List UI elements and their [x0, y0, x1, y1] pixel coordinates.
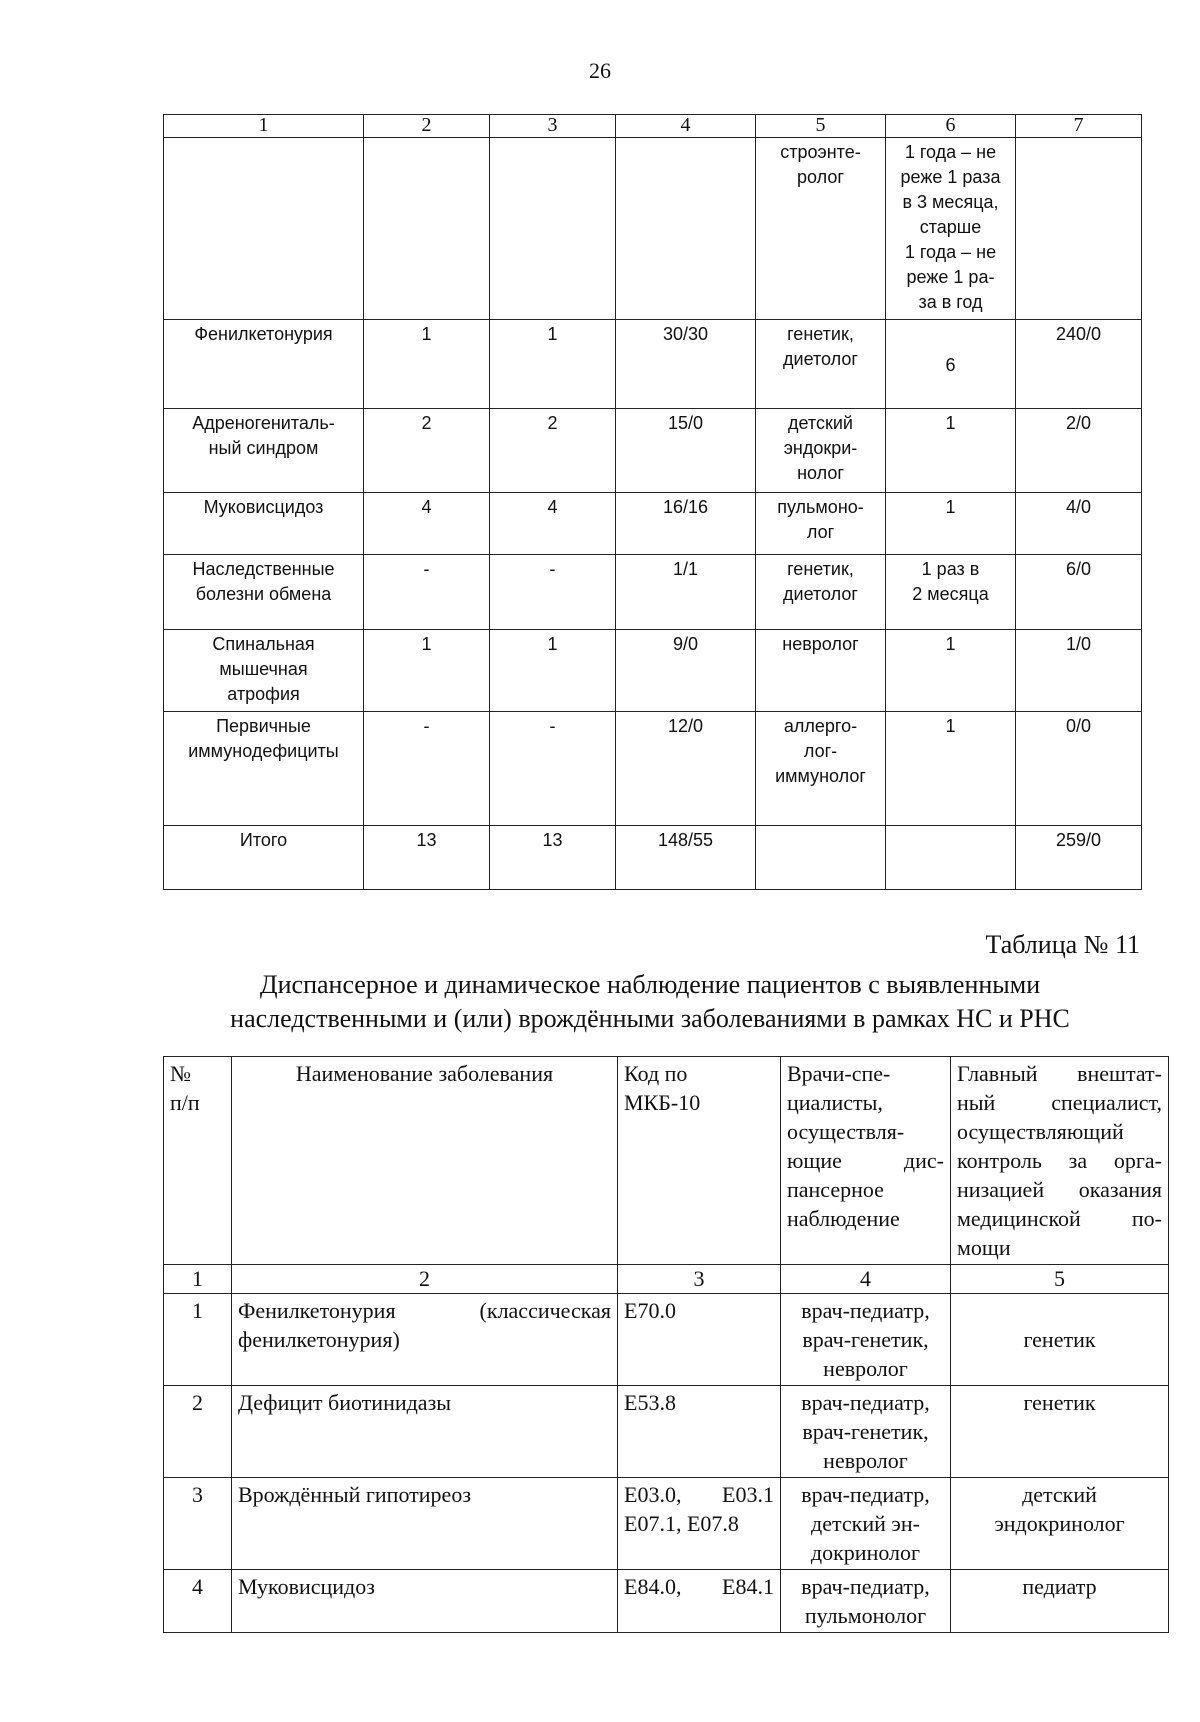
icd-code — [618, 1478, 781, 1570]
cell-line: 1 года – не — [904, 142, 997, 162]
cell-line: врач-генетик, — [802, 1327, 929, 1352]
cell-line: Наследственные — [192, 559, 335, 579]
cell: 13 — [490, 826, 616, 890]
cell-line: строэнте- — [780, 142, 861, 162]
cell-line: № — [170, 1061, 191, 1086]
header-disease-name: Наименование заболевания — [232, 1057, 618, 1265]
cell — [886, 826, 1016, 890]
row-number: 4 — [164, 1570, 232, 1633]
cell — [364, 138, 490, 320]
disease-name — [232, 1570, 618, 1633]
frequency-cell: 1 — [886, 712, 1016, 826]
column-number: 4 — [616, 115, 756, 138]
cell-line: Код по — [624, 1061, 688, 1086]
specialist-cell — [756, 409, 886, 493]
cell-line: Фенилкетонурия — [194, 324, 333, 344]
cell-line: п/п — [170, 1090, 200, 1115]
cell: 2 — [490, 409, 616, 493]
cell-line: эндокри- — [783, 438, 858, 458]
cell: 1 — [364, 630, 490, 712]
disease-name — [232, 1386, 618, 1478]
cell-line: диетолог — [783, 349, 858, 369]
cell: 1/0 — [1016, 630, 1142, 712]
cell-line: Фенилкетонурия (классическая — [238, 1298, 611, 1323]
doctors-list — [781, 1478, 951, 1570]
cell-line: пульмоно- — [777, 497, 864, 517]
total-row — [164, 826, 1142, 890]
table-row — [164, 1294, 1169, 1386]
table-caption — [160, 968, 1140, 1036]
cell-line: атрофия — [227, 684, 300, 704]
cell-line: за в год — [918, 292, 983, 312]
cell: - — [490, 712, 616, 826]
cell-line: врач-педиатр, — [801, 1574, 930, 1599]
cell-line: ющие дис- — [787, 1148, 944, 1173]
disease-cell — [164, 138, 364, 320]
table-row — [164, 409, 1142, 493]
cell: - — [490, 555, 616, 630]
table-row — [164, 555, 1142, 630]
cell: 1 — [490, 630, 616, 712]
cell-line: Муковисцидоз — [203, 497, 324, 517]
chief-specialist: генетик — [951, 1386, 1169, 1478]
cell-line: 2 месяца — [912, 584, 989, 604]
header-chief-specialist — [951, 1057, 1169, 1265]
cell-line: Главный внештат- — [957, 1061, 1162, 1086]
specialist-cell — [756, 493, 886, 555]
cell: 1 — [490, 320, 616, 409]
cell-line: мощи — [957, 1235, 1011, 1260]
column-number: 5 — [951, 1265, 1169, 1294]
cell-line: Врождённый гипотиреоз — [238, 1482, 472, 1507]
cell-line: ролог — [797, 167, 844, 187]
cell — [756, 826, 886, 890]
cell: 1/1 — [616, 555, 756, 630]
specialist-cell — [756, 320, 886, 409]
doctors-list — [781, 1294, 951, 1386]
cell: 16/16 — [616, 493, 756, 555]
cell: 15/0 — [616, 409, 756, 493]
cell-line: 1 года – не — [904, 242, 997, 262]
cell-line: мышечная — [219, 659, 308, 679]
table-row — [164, 138, 1142, 320]
screening-results-table — [163, 114, 1142, 890]
table-row — [164, 1570, 1169, 1633]
table-row — [164, 1386, 1169, 1478]
disease-cell — [164, 712, 364, 826]
cell-line: докринолог — [810, 1540, 921, 1565]
cell: 240/0 — [1016, 320, 1142, 409]
chief-specialist: педиатр — [951, 1570, 1169, 1633]
header-icd-code — [618, 1057, 781, 1265]
column-number-row — [164, 115, 1142, 138]
cell-line: реже 1 раза — [900, 167, 1001, 187]
cell-line: врач-педиатр, — [801, 1482, 930, 1507]
row-number: 1 — [164, 1294, 232, 1386]
cell-line: ный синдром — [208, 438, 319, 458]
cell-line: циалисты, — [787, 1090, 883, 1115]
cell-line: диетолог — [783, 584, 858, 604]
cell-line: генетик, — [787, 324, 854, 344]
frequency-cell: 6 — [886, 320, 1016, 409]
specialist-cell — [756, 138, 886, 320]
cell-line: 1 раз в — [921, 559, 980, 579]
table-label: Таблица № 11 — [985, 930, 1140, 959]
cell-line: Муковисцидоз — [238, 1574, 375, 1599]
column-number: 4 — [781, 1265, 951, 1294]
cell-line: осуществляющий — [957, 1119, 1124, 1144]
cell-line: старше — [919, 217, 982, 237]
cell-line: Дефицит биотинидазы — [238, 1390, 452, 1415]
dispensary-observation-table — [163, 1056, 1169, 1633]
caption-line: Диспансерное и динамическое наблюдение пациентов с выявленными — [259, 970, 1041, 999]
column-number: 3 — [618, 1265, 781, 1294]
cell-line: невролог — [782, 634, 859, 654]
row-number: 3 — [164, 1478, 232, 1570]
disease-cell — [164, 409, 364, 493]
cell-line: пансерное — [787, 1177, 884, 1202]
table-row — [164, 320, 1142, 409]
cell: 6/0 — [1016, 555, 1142, 630]
header-number — [164, 1057, 232, 1265]
cell-line: иммунодефициты — [188, 741, 339, 761]
column-number: 2 — [364, 115, 490, 138]
cell-line: Е03.0, Е03.1 — [624, 1482, 774, 1507]
disease-cell — [164, 630, 364, 712]
cell-line: врач-педиатр, — [801, 1390, 930, 1415]
cell — [1016, 138, 1142, 320]
cell-line: Е70.0 — [624, 1298, 676, 1323]
specialist-cell — [756, 712, 886, 826]
frequency-cell: 1 — [886, 630, 1016, 712]
header-doctors — [781, 1057, 951, 1265]
cell: 0/0 — [1016, 712, 1142, 826]
cell-line: генетик, — [787, 559, 854, 579]
frequency-cell: 1 — [886, 493, 1016, 555]
cell: 9/0 — [616, 630, 756, 712]
column-number: 1 — [164, 1265, 232, 1294]
cell-line: медицинской по- — [957, 1206, 1162, 1231]
cell — [616, 138, 756, 320]
cell-line: Адреногениталь- — [192, 413, 335, 433]
cell: 2 — [364, 409, 490, 493]
frequency-cell — [886, 138, 1016, 320]
table-row — [164, 493, 1142, 555]
cell-line: Врачи-спе- — [787, 1061, 891, 1086]
cell-line: болезни обмена — [195, 584, 332, 604]
icd-code — [618, 1386, 781, 1478]
chief-specialist: генетик — [951, 1294, 1169, 1386]
disease-cell — [164, 555, 364, 630]
specialist-cell — [756, 555, 886, 630]
cell: - — [364, 712, 490, 826]
table-row — [164, 1478, 1169, 1570]
cell-line: невролог — [823, 1356, 908, 1381]
cell-line: Е07.1, Е07.8 — [624, 1511, 739, 1536]
cell-line: Е84.0, Е84.1 — [624, 1574, 774, 1599]
cell-line: наблюдение — [787, 1206, 900, 1231]
cell-line: лог — [806, 522, 835, 542]
frequency-cell — [886, 555, 1016, 630]
cell: 148/55 — [616, 826, 756, 890]
column-number: 7 — [1016, 115, 1142, 138]
cell: 13 — [364, 826, 490, 890]
column-number: 2 — [232, 1265, 618, 1294]
cell-line: аллерго- — [783, 716, 858, 736]
cell-line: реже 1 ра- — [906, 267, 995, 287]
cell-line: врач-генетик, — [802, 1419, 929, 1444]
cell-line: пульмонолог — [804, 1603, 927, 1628]
cell-line: детский — [788, 413, 853, 433]
cell-line: нолог — [797, 463, 844, 483]
caption-line: наследственными и (или) врождёнными заболеваниями в рамках НС и РНС — [230, 1004, 1070, 1033]
cell-line: фенилкетонурия) — [238, 1327, 400, 1352]
disease-cell — [164, 320, 364, 409]
cell: 12/0 — [616, 712, 756, 826]
specialist-cell — [756, 630, 886, 712]
cell-line: невролог — [823, 1448, 908, 1473]
page-number: 26 — [589, 58, 611, 83]
cell-line: лог- — [803, 741, 838, 761]
icd-code — [618, 1570, 781, 1633]
chief-specialist: детский эндокринолог — [951, 1478, 1169, 1570]
table-row — [164, 630, 1142, 712]
cell: 4 — [490, 493, 616, 555]
cell-line: в 3 месяца, — [902, 192, 999, 212]
cell-line: контроль за орга- — [957, 1148, 1162, 1173]
cell: 4 — [364, 493, 490, 555]
frequency-cell: 1 — [886, 409, 1016, 493]
doctors-list — [781, 1386, 951, 1478]
column-number: 1 — [164, 115, 364, 138]
header-row — [164, 1057, 1169, 1265]
table-row — [164, 712, 1142, 826]
disease-name — [232, 1478, 618, 1570]
row-number: 2 — [164, 1386, 232, 1478]
cell-line: Спинальная — [212, 634, 315, 654]
column-number: 6 — [886, 115, 1016, 138]
disease-name — [232, 1294, 618, 1386]
cell-line: осуществля- — [787, 1119, 905, 1144]
column-number: 3 — [490, 115, 616, 138]
cell: - — [364, 555, 490, 630]
cell-line: низацией оказания — [957, 1177, 1162, 1202]
column-number: 5 — [756, 115, 886, 138]
total-label: Итого — [164, 826, 364, 890]
disease-cell — [164, 493, 364, 555]
cell — [490, 138, 616, 320]
cell-line: иммунолог — [775, 766, 866, 786]
icd-code — [618, 1294, 781, 1386]
cell: 259/0 — [1016, 826, 1142, 890]
cell-line: Первичные — [216, 716, 311, 736]
cell: 30/30 — [616, 320, 756, 409]
cell-line: МКБ-10 — [624, 1090, 701, 1115]
cell-line: Е53.8 — [624, 1390, 676, 1415]
cell-line: ный специалист, — [957, 1090, 1162, 1115]
column-number-row — [164, 1265, 1169, 1294]
cell: 1 — [364, 320, 490, 409]
cell-line: врач-педиатр, — [801, 1298, 930, 1323]
cell: 4/0 — [1016, 493, 1142, 555]
doctors-list — [781, 1570, 951, 1633]
cell: 2/0 — [1016, 409, 1142, 493]
cell-line: детский эн- — [811, 1511, 920, 1536]
